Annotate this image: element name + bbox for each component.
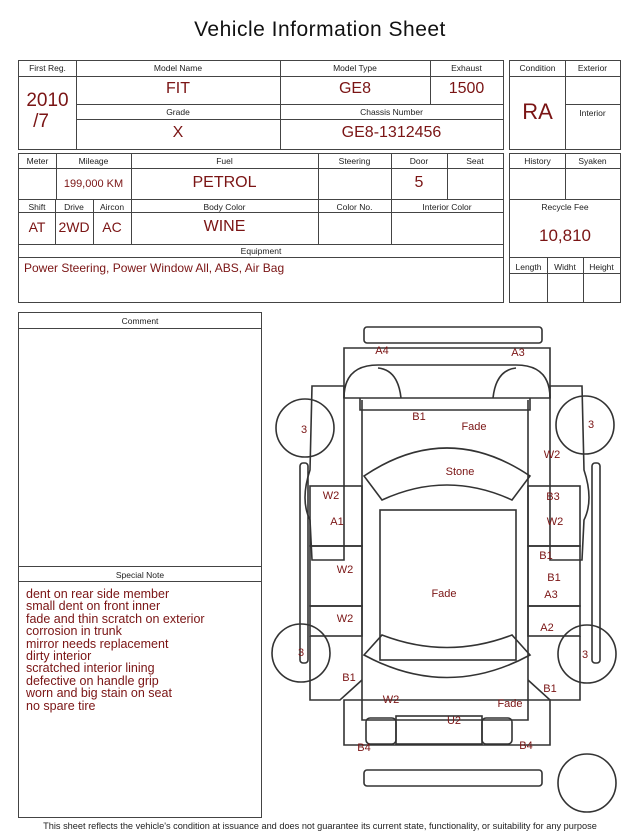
chassis-label: Chassis Number [360, 107, 423, 117]
damage-mark-b1-right-rear: B1 [543, 683, 557, 695]
damage-mark-w2-left-door1: W2 [322, 490, 340, 502]
tire-front-left-value: 3 [300, 424, 308, 436]
door-label: Door [409, 156, 429, 166]
damage-mark-b1-hood: B1 [412, 411, 426, 423]
car-outline [272, 327, 616, 812]
first-reg-month: /7 [33, 111, 49, 132]
damage-mark-fade-trunk: Fade [497, 698, 523, 710]
special-note-item: defective on handle grip [26, 673, 159, 688]
car-damage-diagram [262, 318, 640, 818]
seat-label: Seat [466, 156, 484, 166]
fuel-label: Fuel [216, 156, 233, 166]
condition-label: Condition [519, 63, 556, 73]
recycle-fee-label: Recycle Fee [541, 202, 589, 212]
shift-label: Shift [28, 202, 46, 212]
header-box [18, 60, 504, 150]
body-color-label: Body Color [203, 202, 246, 212]
history-label: History [524, 156, 551, 166]
interior-color-label: Interior Color [422, 202, 472, 212]
tire-rear-right-value: 3 [581, 649, 589, 661]
model-type-label: Model Type [333, 63, 377, 73]
special-notes-list [26, 588, 205, 712]
comment-box [18, 312, 262, 818]
comment-label: Comment [121, 316, 159, 326]
color-no-label: Color No. [336, 202, 373, 212]
exhaust-value: 1500 [448, 80, 485, 97]
special-note-item: fade and thin scratch on exterior [26, 611, 205, 626]
special-note-item: dirty interior [26, 649, 92, 664]
steering-label: Steering [338, 156, 371, 166]
condition-box [509, 60, 621, 150]
damage-mark-a4: A4 [375, 345, 389, 357]
damage-mark-u2-trunk: U2 [446, 715, 462, 727]
aircon-value: AC [102, 219, 122, 235]
damage-mark-w2-left-door2: W2 [336, 564, 354, 576]
damage-mark-w2-right-door1: W2 [546, 516, 564, 528]
damage-mark-b4-left: B4 [357, 742, 371, 754]
damage-mark-w2-right-front: W2 [543, 449, 561, 461]
fees-box [509, 153, 621, 303]
shift-value: AT [28, 219, 46, 235]
special-note-item: corrosion in trunk [26, 624, 122, 639]
chassis-value: GE8-1312456 [341, 124, 442, 141]
special-note-item: dent on rear side member [26, 587, 170, 601]
damage-mark-fade-hood: Fade [461, 421, 487, 433]
equipment-value: Power Steering, Power Window All, ABS, Air Bag [24, 261, 285, 275]
special-note-label: Special Note [115, 570, 165, 580]
length-label: Length [515, 262, 542, 272]
damage-mark-b3-right: B3 [546, 491, 560, 503]
body-color-value: WINE [203, 218, 246, 235]
height-label: Height [589, 262, 614, 272]
disclaimer-footer: This sheet reflects the vehicle's condition at issuance and does not guarantee its current state, functionality, or suitability for any purpose [43, 821, 597, 831]
special-note-item: small dent on front inner [26, 599, 161, 614]
damage-mark-b1-left-rear: B1 [342, 672, 356, 684]
special-note-item: scratched interior lining [26, 661, 155, 676]
aircon-label: Aircon [99, 202, 125, 212]
damage-mark-a3-right: A3 [544, 589, 558, 601]
damage-mark-b1-right-b: B1 [547, 572, 561, 584]
special-note-item: mirror needs replacement [26, 636, 169, 651]
model-name-value: FIT [166, 80, 190, 97]
damage-mark-a1-left: A1 [330, 516, 344, 528]
special-note-item: worn and big stain on seat [26, 686, 172, 701]
exterior-label: Exterior [577, 63, 608, 73]
tire-front-right-value: 3 [587, 419, 595, 431]
damage-mark-b4-right: B4 [519, 740, 533, 752]
details-box [18, 153, 504, 303]
syaken-label: Syaken [578, 156, 607, 166]
damage-mark-fade-roof: Fade [431, 588, 457, 600]
fuel-value: PETROL [192, 174, 257, 191]
interior-label: Interior [579, 108, 606, 118]
model-name-label: Model Name [153, 63, 203, 73]
recycle-fee-value: 10,810 [539, 226, 591, 245]
condition-value: RA [522, 99, 553, 124]
grade-label: Grade [166, 107, 190, 117]
exhaust-label: Exhaust [451, 63, 482, 73]
first-reg-label: First Reg. [29, 63, 66, 73]
damage-mark-stone: Stone [445, 466, 475, 478]
door-value: 5 [414, 174, 424, 191]
grade-value: X [172, 124, 184, 141]
damage-mark-a2-right: A2 [540, 622, 554, 634]
width-label: Widht [554, 262, 576, 272]
equipment-label: Equipment [240, 246, 282, 256]
mileage-value: 199,000 KM [63, 178, 124, 190]
drive-value: 2WD [58, 219, 90, 235]
damage-mark-w2-left-sill: W2 [336, 613, 354, 625]
model-type-value: GE8 [338, 80, 371, 97]
tire-rear-left-value: 3 [297, 647, 305, 659]
meter-label: Meter [26, 156, 49, 166]
damage-mark-a3-top: A3 [511, 347, 525, 359]
damage-mark-b1-right-a: B1 [539, 550, 553, 562]
special-note-item: no spare tire [26, 698, 96, 713]
mileage-label: Mileage [78, 156, 109, 166]
first-reg-year: 2010 [26, 90, 69, 111]
sheet-title: Vehicle Information Sheet [194, 18, 446, 41]
drive-label: Drive [64, 202, 84, 212]
damage-mark-w2-trunk: W2 [382, 694, 400, 706]
